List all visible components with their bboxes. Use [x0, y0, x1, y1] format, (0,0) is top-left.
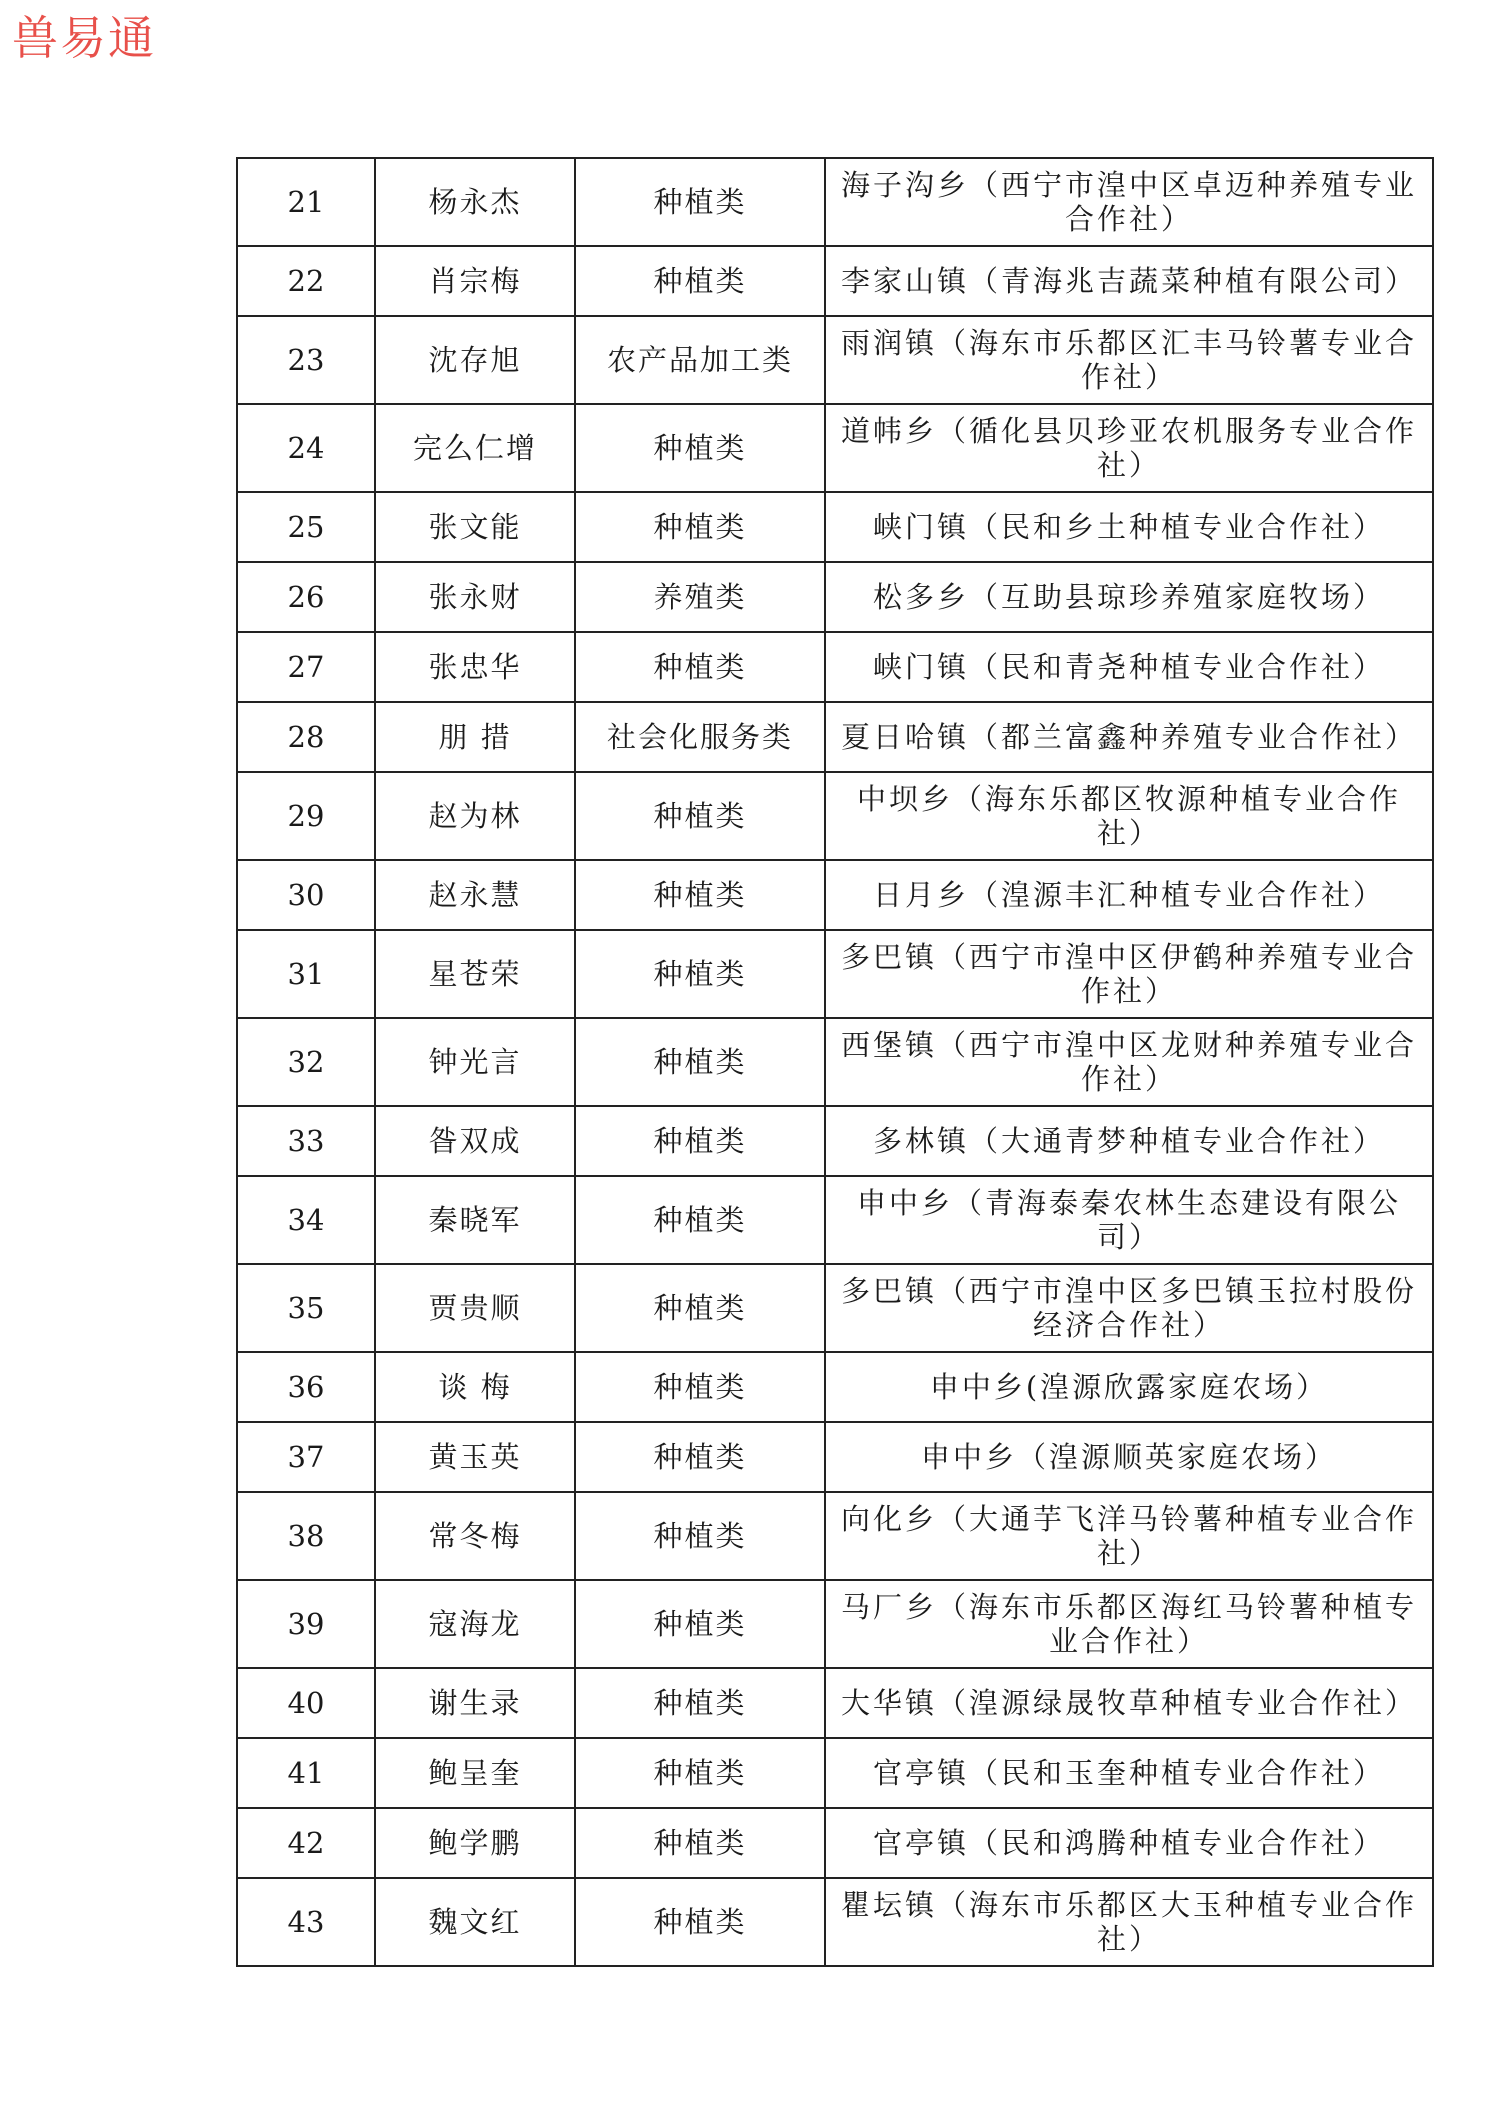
table-row: [237, 404, 1433, 492]
row-number: 25: [237, 492, 375, 562]
person-name: 张永财: [375, 562, 575, 632]
person-name: 秦晓军: [375, 1176, 575, 1264]
row-number: 33: [237, 1106, 375, 1176]
table-row: [237, 158, 1433, 246]
table-row: [237, 316, 1433, 404]
person-name: 鲍呈奎: [375, 1738, 575, 1808]
person-name: 谈 梅: [375, 1352, 575, 1422]
row-number: 42: [237, 1808, 375, 1878]
row-number: 28: [237, 702, 375, 772]
table-row: [237, 246, 1433, 316]
table-row: [237, 772, 1433, 860]
category: 种植类: [575, 930, 825, 1018]
category: 种植类: [575, 1668, 825, 1738]
table-row: [237, 1492, 1433, 1580]
township-unit: 多林镇（大通青梦种植专业合作社）: [825, 1106, 1433, 1176]
recipient-table: [236, 157, 1417, 1967]
category: 农产品加工类: [575, 316, 825, 404]
category: 社会化服务类: [575, 702, 825, 772]
table-row: [237, 562, 1433, 632]
category: 种植类: [575, 246, 825, 316]
category: 种植类: [575, 1808, 825, 1878]
township-unit: 海子沟乡（西宁市湟中区卓迈种养殖专业合作社）: [825, 158, 1433, 246]
watermark-logo: 兽易通: [12, 11, 156, 65]
township-unit: 日月乡（湟源丰汇种植专业合作社）: [825, 860, 1433, 930]
township-unit: 李家山镇（青海兆吉蔬菜种植有限公司）: [825, 246, 1433, 316]
table-row: [237, 632, 1433, 702]
category: 种植类: [575, 1738, 825, 1808]
township-unit: 夏日哈镇（都兰富鑫种养殖专业合作社）: [825, 702, 1433, 772]
row-number: 37: [237, 1422, 375, 1492]
table-row: [237, 1264, 1433, 1352]
person-name: 赵永慧: [375, 860, 575, 930]
table-row: [237, 1352, 1433, 1422]
township-unit: 中坝乡（海东乐都区牧源种植专业合作社）: [825, 772, 1433, 860]
person-name: 鲍学鹏: [375, 1808, 575, 1878]
row-number: 22: [237, 246, 375, 316]
row-number: 39: [237, 1580, 375, 1668]
category: 种植类: [575, 1422, 825, 1492]
person-name: 朋 措: [375, 702, 575, 772]
table-row: [237, 1422, 1433, 1492]
township-unit: 多巴镇（西宁市湟中区伊鹤种养殖专业合作社）: [825, 930, 1433, 1018]
person-name: 常冬梅: [375, 1492, 575, 1580]
table-row: [237, 1668, 1433, 1738]
category: 种植类: [575, 1580, 825, 1668]
row-number: 43: [237, 1878, 375, 1966]
row-number: 31: [237, 930, 375, 1018]
person-name: 赵为林: [375, 772, 575, 860]
category: 种植类: [575, 1264, 825, 1352]
township-unit: 申中乡(湟源欣露家庭农场）: [825, 1352, 1433, 1422]
category: 种植类: [575, 158, 825, 246]
table-row: [237, 1808, 1433, 1878]
category: 种植类: [575, 492, 825, 562]
row-number: 41: [237, 1738, 375, 1808]
table-row: [237, 1176, 1433, 1264]
township-unit: 峡门镇（民和乡土种植专业合作社）: [825, 492, 1433, 562]
person-name: 沈存旭: [375, 316, 575, 404]
township-unit: 申中乡（青海泰秦农林生态建设有限公司）: [825, 1176, 1433, 1264]
category: 种植类: [575, 1018, 825, 1106]
table-row: [237, 1580, 1433, 1668]
township-unit: 雨润镇（海东市乐都区汇丰马铃薯专业合作社）: [825, 316, 1433, 404]
township-unit: 峡门镇（民和青尧种植专业合作社）: [825, 632, 1433, 702]
row-number: 29: [237, 772, 375, 860]
township-unit: 向化乡（大通芋飞洋马铃薯种植专业合作社）: [825, 1492, 1433, 1580]
table-row: [237, 702, 1433, 772]
row-number: 27: [237, 632, 375, 702]
row-number: 40: [237, 1668, 375, 1738]
person-name: 谢生录: [375, 1668, 575, 1738]
row-number: 35: [237, 1264, 375, 1352]
category: 种植类: [575, 860, 825, 930]
row-number: 30: [237, 860, 375, 930]
category: 种植类: [575, 1878, 825, 1966]
category: 种植类: [575, 632, 825, 702]
person-name: 昝双成: [375, 1106, 575, 1176]
category: 种植类: [575, 1492, 825, 1580]
table-row: [237, 1106, 1433, 1176]
township-unit: 多巴镇（西宁市湟中区多巴镇玉拉村股份经济合作社）: [825, 1264, 1433, 1352]
table-body: [237, 158, 1433, 1966]
category: 种植类: [575, 404, 825, 492]
township-unit: 瞿坛镇（海东市乐都区大玉种植专业合作社）: [825, 1878, 1433, 1966]
township-unit: 官亭镇（民和鸿腾种植专业合作社）: [825, 1808, 1433, 1878]
category: 种植类: [575, 1106, 825, 1176]
row-number: 38: [237, 1492, 375, 1580]
township-unit: 松多乡（互助县琼珍养殖家庭牧场）: [825, 562, 1433, 632]
table-row: [237, 1018, 1433, 1106]
person-name: 黄玉英: [375, 1422, 575, 1492]
township-unit: 官亭镇（民和玉奎种植专业合作社）: [825, 1738, 1433, 1808]
row-number: 34: [237, 1176, 375, 1264]
person-name: 寇海龙: [375, 1580, 575, 1668]
category: 养殖类: [575, 562, 825, 632]
person-name: 张文能: [375, 492, 575, 562]
township-unit: 道帏乡（循化县贝珍亚农机服务专业合作社）: [825, 404, 1433, 492]
table-row: [237, 1878, 1433, 1966]
row-number: 32: [237, 1018, 375, 1106]
township-unit: 马厂乡（海东市乐都区海红马铃薯种植专业合作社）: [825, 1580, 1433, 1668]
person-name: 星苍荣: [375, 930, 575, 1018]
person-name: 杨永杰: [375, 158, 575, 246]
township-unit: 西堡镇（西宁市湟中区龙财种养殖专业合作社）: [825, 1018, 1433, 1106]
person-name: 钟光言: [375, 1018, 575, 1106]
category: 种植类: [575, 1352, 825, 1422]
person-name: 贾贵顺: [375, 1264, 575, 1352]
row-number: 26: [237, 562, 375, 632]
township-unit: 大华镇（湟源绿晟牧草种植专业合作社）: [825, 1668, 1433, 1738]
township-unit: 申中乡（湟源顺英家庭农场）: [825, 1422, 1433, 1492]
table-row: [237, 930, 1433, 1018]
person-name: 魏文红: [375, 1878, 575, 1966]
person-name: 张忠华: [375, 632, 575, 702]
row-number: 21: [237, 158, 375, 246]
category: 种植类: [575, 1176, 825, 1264]
person-name: 肖宗梅: [375, 246, 575, 316]
category: 种植类: [575, 772, 825, 860]
row-number: 36: [237, 1352, 375, 1422]
table-row: [237, 492, 1433, 562]
row-number: 24: [237, 404, 375, 492]
row-number: 23: [237, 316, 375, 404]
table-row: [237, 1738, 1433, 1808]
table-row: [237, 860, 1433, 930]
person-name: 完么仁增: [375, 404, 575, 492]
